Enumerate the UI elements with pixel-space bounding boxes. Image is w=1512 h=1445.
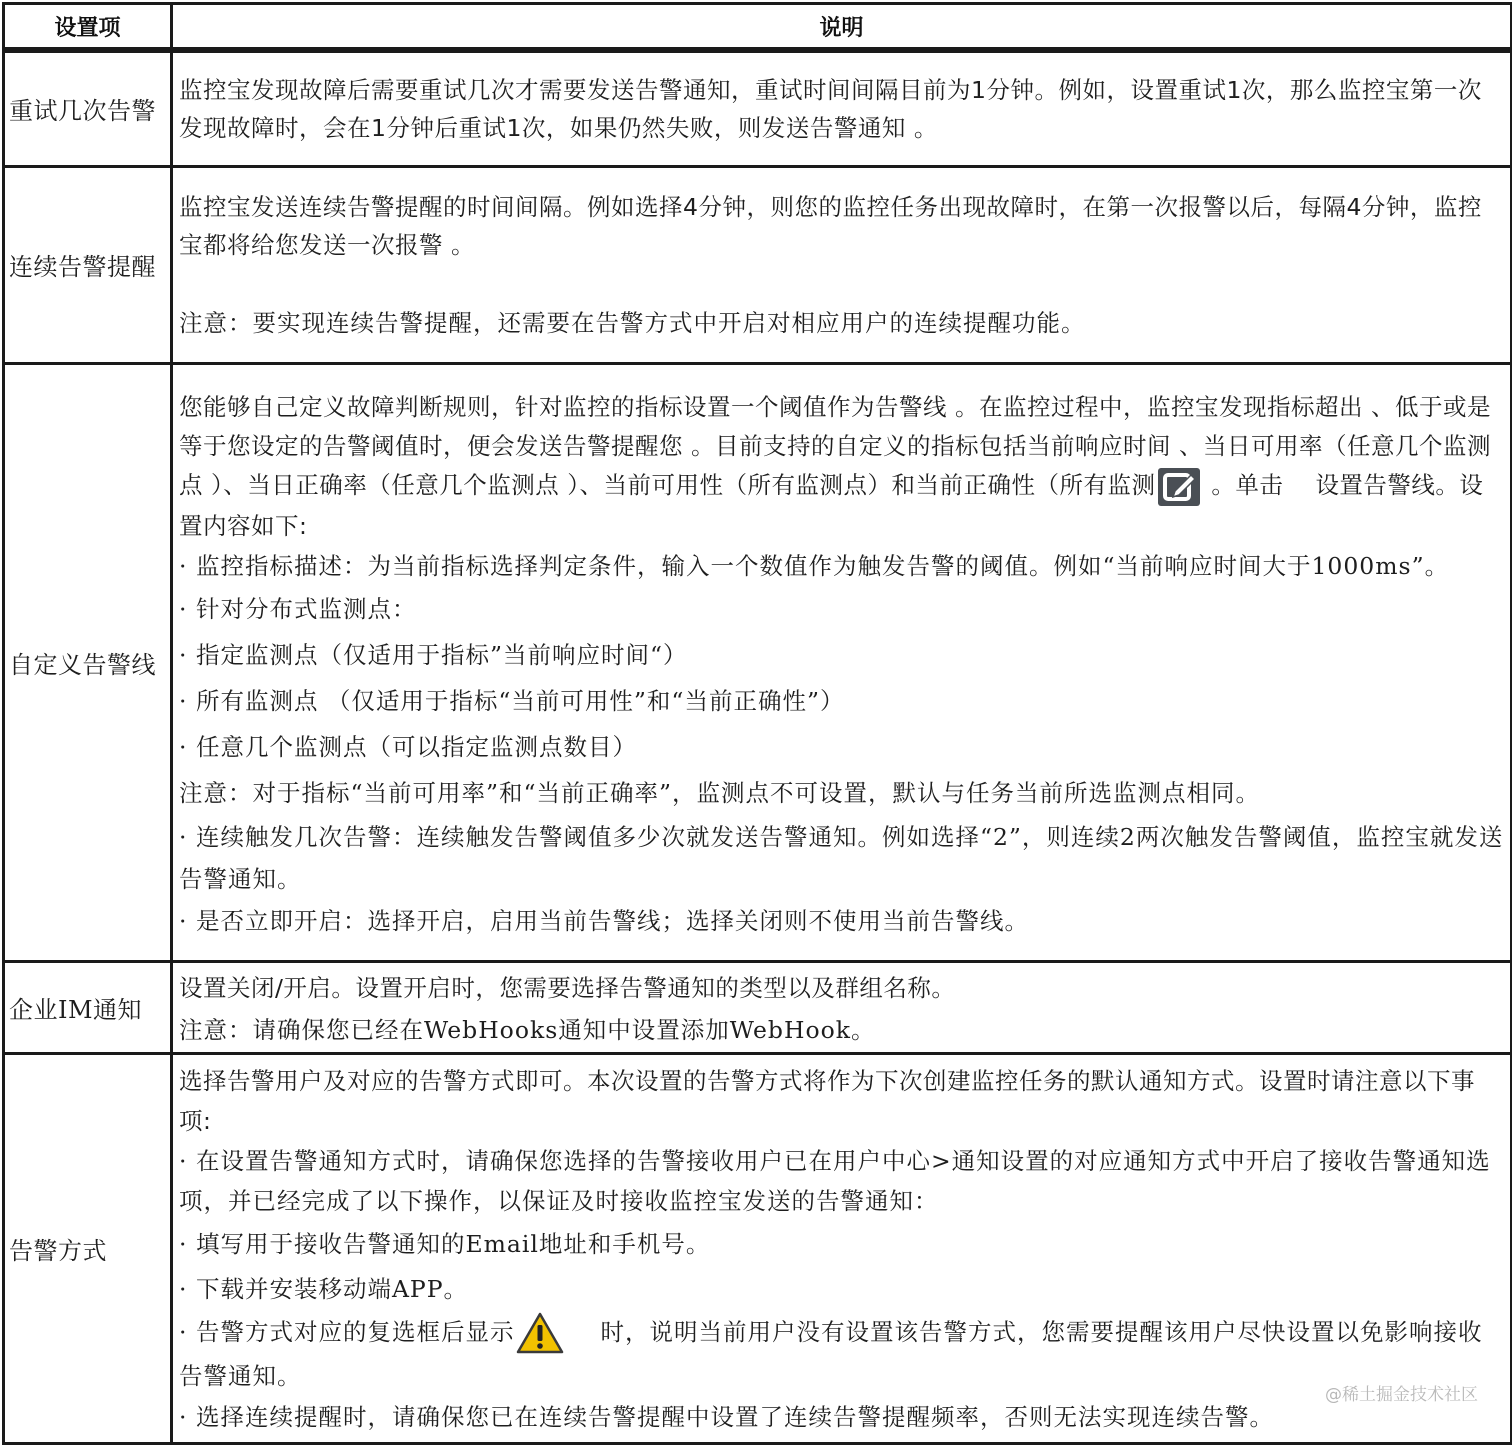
bullet-item: · 监控指标描述：为当前指标选择判定条件，输入一个数值作为触发告警的阈值。例如“当前响应时间大于1000ms”。 [179, 551, 1450, 580]
row-description [172, 1053, 1512, 1443]
bullet-item: · 是否立即开启：选择开启，启用当前告警线；选择关闭则不使用当前告警线。 [179, 906, 1029, 935]
table-row [4, 961, 1512, 1053]
note-paragraph: 注意：要实现连续告警提醒，还需要在告警方式中开启对相应用户的连续提醒功能。 [179, 308, 1086, 337]
table-row [4, 50, 1512, 166]
row-description [172, 166, 1512, 363]
row-description [172, 961, 1512, 1053]
paragraph: 选择告警用户及对应的告警方式即可。本次设置的告警方式将作为下次创建监控任务的默认通知方式。设置时请注意以下事项: [179, 1066, 1475, 1135]
bullet-item: · 在设置告警通知方式时，请确保您选择的告警接收用户已在用户中心>通知设置的对应通知方式中开启了接收告警通知选项，并已经完成了以下操作，以保证及时接收监控宝发送的告警通知： [179, 1146, 1491, 1215]
header-setting-item: 设置项 [4, 4, 172, 51]
row-key: 企业IM通知 [4, 961, 172, 1053]
intro-paragraph [179, 388, 1504, 546]
paragraph: 监控宝发现故障后需要重试几次才需要发送告警通知，重试时间间隔目前为1分钟。例如，设置重试1次，那么监控宝第一次发现故障时，会在1分钟后重试1次，如果仍然失败，则发送告警通知 。 [179, 75, 1482, 142]
bullet-item [179, 1311, 1504, 1398]
bullet-item: · 下载并安装移动端APP。 [179, 1274, 469, 1303]
bullet-item: · 所有监测点 （仅适用于指标“当前可用性”和“当前正确性”） [179, 686, 845, 715]
warn-text: 时，说明当前用户没有设置该告警方式，您需要提醒该用户尽快设置以免影响接收告警通知。 [179, 1317, 1483, 1391]
row-description [172, 50, 1512, 166]
table-row [4, 166, 1512, 363]
paragraph: 监控宝发送连续告警提醒的时间间隔。例如选择4分钟，则您的监控任务出现故障时，在第一次报警以后，每隔4分钟，监控宝都将给您发送一次报警 。 [179, 192, 1482, 259]
bullet-item: · 连续触发几次告警：连续触发告警阈值多少次就发送告警通知。例如选择“2”，则连续2两次触发告警阈值，监控宝就发送告警通知。 [179, 822, 1504, 893]
intro-text: 设置告警线。设置内容如下: [179, 471, 1484, 540]
table-header-row [4, 4, 1512, 51]
bullet-item: · 针对分布式监测点： [179, 594, 417, 623]
row-key: 重试几次告警 [4, 50, 172, 166]
edit-icon[interactable] [1157, 467, 1201, 507]
bullet-item: · 选择连续提醒时，请确保您已在连续告警提醒中设置了连续告警提醒频率，否则无法实现连续告警。 [179, 1403, 1274, 1432]
row-key: 告警方式 [4, 1053, 172, 1443]
note-paragraph: 注意：请确保您已经在WebHooks通知中设置添加WebHook。 [179, 1016, 876, 1044]
row-key: 连续告警提醒 [4, 166, 172, 363]
bullet-item: · 指定监测点（仅适用于指标”当前响应时间“） [179, 640, 688, 669]
note-paragraph: 注意：对于指标“当前可用率”和“当前正确率”，监测点不可设置，默认与任务当前所选监测点相同。 [179, 778, 1261, 807]
bullet-item: · 填写用于接收告警通知的Email地址和手机号。 [179, 1229, 711, 1258]
row-key: 自定义告警线 [4, 363, 172, 961]
bullet-item: · 任意几个监测点（可以指定监测点数目） [179, 732, 637, 761]
table-row [4, 363, 1512, 961]
watermark: @稀土掘金技术社区 [1325, 1385, 1478, 1405]
paragraph: 设置关闭/开启。设置开启时，您需要选择告警通知的类型以及群组名称。 [179, 974, 956, 1002]
settings-table [2, 2, 1512, 1445]
warn-text: · 告警方式对应的复选框后显示 [179, 1317, 515, 1346]
warning-icon [516, 1311, 564, 1355]
intro-text: 。单击 [1203, 471, 1284, 500]
row-description [172, 363, 1512, 961]
intro-text: 您能够自己定义故障判断规则，针对监控的指标设置一个阈值作为告警线 。在监控过程中，监控宝发现指标超出 、低于或是等于您设定的告警阈值时，便会发送告警提醒您 。目前支持的自定义的指标包括当前响应时间 、当日可用率（任意几个监测点 ）、当日正确率（任意几个监测点 ）、当前可用性（所有监测点）和当前正确性（所有监测 [179, 393, 1491, 500]
header-description: 说明 [172, 4, 1512, 51]
table-row [4, 1053, 1512, 1443]
